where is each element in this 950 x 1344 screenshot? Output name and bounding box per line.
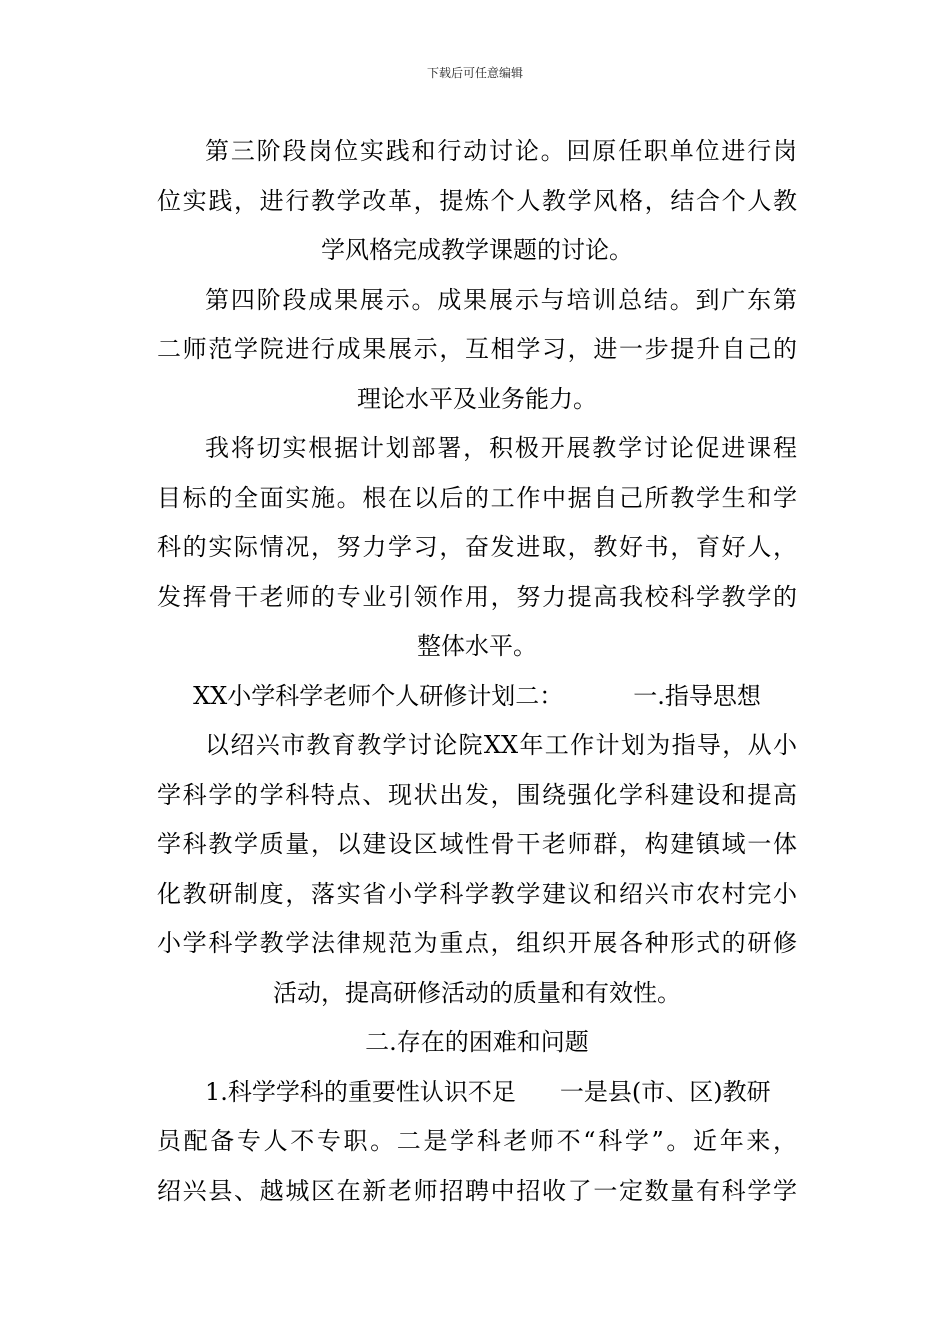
text-line: 整体水平。: [417, 632, 537, 660]
text-line: 学科教学质量，以建设区域性骨干老师群，构建镇域一体: [157, 830, 797, 858]
plan-title: XX小学科学老师个人研修计划二：: [193, 681, 564, 710]
text-line: 位实践，进行教学改革，提炼个人教学风格，结合个人教: [157, 186, 797, 215]
section-heading: 二.存在的困难和问题: [365, 1028, 589, 1056]
text-line: 以绍兴市教育教学讨论院XX年工作计划为指导，从小: [205, 731, 797, 759]
text-line: 学风格完成教学课题的讨论。: [321, 236, 633, 264]
text-line: 第三阶段岗位实践和行动讨论。回原任职单位进行岗: [205, 137, 797, 165]
text-line: 我将切实根据计划部署，积极开展教学讨论促进课程: [205, 434, 797, 462]
text-line: 员配备专人不专职。二是学科老师不“科学”。近年来，: [157, 1127, 797, 1155]
text-line: 发挥骨干老师的专业引领作用，努力提高我校科学教学的: [157, 582, 797, 611]
section-heading-line: [157, 672, 797, 722]
text-line: 化教研制度，落实省小学科学教学建议和绍兴市农村完小: [157, 879, 797, 908]
text-line: 理论水平及业务能力。: [357, 384, 597, 413]
text-line: 小学科学教学法律规范为重点，组织开展各种形式的研修: [157, 929, 797, 957]
text-line: 活动，提高研修活动的质量和有效性。: [273, 978, 681, 1007]
page-header: 下载后可任意编辑: [426, 66, 523, 80]
text-line: 第四阶段成果展示。成果展示与培训总结。到广东第: [205, 285, 797, 314]
text-line: 学科学的学科特点、现状出发，围绕强化学科建设和提高: [157, 780, 797, 809]
text-line: 科的实际情况，努力学习，奋发进取，教好书，育好人，: [157, 533, 797, 561]
text-fragment: 一是县(市、区)教研: [559, 1077, 771, 1106]
document-body: [157, 127, 797, 1216]
text-line: 目标的全面实施。根在以后的工作中据自己所教学生和学: [157, 483, 797, 512]
text-line: 绍兴县、越城区在新老师招聘中招收了一定数量有科学学: [157, 1176, 797, 1205]
section-heading: 一.指导思想: [633, 681, 761, 710]
text-line: 二师范学院进行成果展示，互相学习，进一步提升自己的: [157, 335, 797, 363]
subsection-heading: 1.科学学科的重要性认识不足: [205, 1077, 516, 1106]
subsection-line: [157, 1068, 797, 1118]
